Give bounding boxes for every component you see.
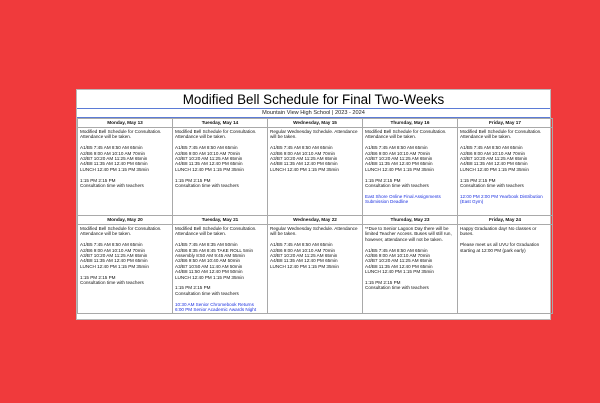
- school-subtitle: Mountain View High School | 2023 - 2024: [77, 108, 550, 118]
- period-line: Assembly 8:50 AM 9:45 AM 55min: [175, 253, 245, 259]
- event-line: East Shore Online Final Assignments Submission Deadline: [365, 193, 441, 205]
- consultation-label: Consultation time with teachers: [80, 183, 144, 189]
- period-line: A2/B6 9:00 AM 10:10 AM 70min: [460, 150, 526, 156]
- period-line: LUNCH 12:40 PM 1:15 PM 35min: [270, 263, 339, 269]
- period-line: A4/B8 11:35 AM 12:40 PM 65min: [80, 258, 148, 264]
- day-intro: Happy Graduation day! No classes or buses.: [460, 226, 537, 237]
- consultation-time: 1:15 PM 2:15 PM: [365, 280, 401, 286]
- day-intro: Modified Bell Schedule for Consultation. Attendance will be taken.: [80, 129, 162, 140]
- period-line: A4/B8 11:50 AM 12:40 PM 50min: [175, 269, 243, 275]
- day-cell: [78, 225, 173, 314]
- day-intro: Modified Bell Schedule for Consultation. Attendance will be taken.: [175, 129, 257, 140]
- period-line: A3/B7 10:20 AM 11:25 AM 65min: [270, 253, 338, 259]
- period-line: LUNCH 12:40 PM 1:15 PM 35min: [80, 263, 149, 269]
- period-line: A1/B5 7:45 AM 8:50 AM 65min: [80, 145, 143, 151]
- day-intro: Modified Bell Schedule for Consultation. Attendance will be taken.: [80, 226, 162, 237]
- day-cell: [363, 128, 458, 216]
- day-cell: [268, 128, 363, 216]
- period-line: A3/B7 10:20 AM 11:25 AM 65min: [175, 156, 243, 162]
- period-line: A4/B8 11:35 AM 12:40 PM 65min: [365, 161, 433, 167]
- period-line: A4/B8 11:35 AM 12:40 PM 65min: [270, 161, 338, 167]
- day-header: Friday, May 17: [458, 119, 553, 128]
- consultation-time: 1:15 PM 2:15 PM: [175, 177, 211, 183]
- day-intro: Modified Bell Schedule for Consultation. Attendance will be taken.: [365, 129, 447, 140]
- period-line: A3/B7 10:20 AM 11:25 AM 65min: [80, 253, 148, 259]
- schedule-table: [77, 118, 553, 314]
- period-line: A3/B7 10:20 AM 11:25 AM 65min: [270, 156, 338, 162]
- period-line: A4/B8 11:35 AM 12:40 PM 65min: [80, 161, 148, 167]
- period-line: A4/B8 11:35 AM 12:40 PM 65min: [365, 263, 433, 269]
- day-header: Wednesday, May 15: [268, 119, 363, 128]
- event-line: 12:00 PM 2:00 PM Yearbook Distribution (East Gym): [460, 193, 543, 205]
- period-line: A2/B6 9:00 AM 10:10 AM 70min: [175, 150, 241, 156]
- period-line: A3/B7 10:20 AM 11:25 AM 65min: [80, 156, 148, 162]
- consultation-time: 1:15 PM 2:15 PM: [80, 177, 116, 183]
- day-intro: Modified Bell Schedule for Consultation. Attendance will be taken.: [460, 129, 542, 140]
- period-line: LUNCH 12:40 PM 1:15 PM 35min: [270, 166, 339, 172]
- period-line: LUNCH 12:40 PM 1:15 PM 35min: [365, 269, 434, 275]
- period-line: A1/B5 7:45 AM 8:50 AM 65min: [365, 145, 428, 151]
- consultation-label: Consultation time with teachers: [365, 285, 429, 291]
- day-header: Monday, May 20: [78, 216, 173, 225]
- day-intro: Regular Wednesday Schedule. Attendance will be taken.: [270, 129, 358, 140]
- period-line: A2/B6 9:00 AM 10:10 AM 70min: [270, 247, 336, 253]
- week-body-row: [78, 225, 553, 314]
- day-cell: [363, 225, 458, 314]
- period-line: A1/B5 7:45 AM 8:50 AM 65min: [80, 242, 143, 248]
- day-header: Friday, May 24: [458, 216, 553, 225]
- day-header: Thursday, May 23: [363, 216, 458, 225]
- period-line: A2/B6 9:00 AM 10:10 AM 70min: [365, 253, 431, 259]
- week-body-row: [78, 128, 553, 216]
- day-cell: [458, 225, 553, 314]
- period-line: A2/B6 9:50 AM 10:40 AM 50min: [175, 258, 241, 264]
- day-cell: [173, 128, 268, 216]
- consultation-label: Consultation time with teachers: [460, 183, 524, 189]
- period-line: A3/B7 10:50 AM 11:40 AM 50min: [175, 263, 243, 269]
- consultation-label: Consultation time with teachers: [175, 183, 239, 189]
- schedule-document: [76, 89, 551, 320]
- period-line: A4/B8 11:35 AM 12:40 PM 65min: [270, 258, 338, 264]
- period-line: A1/B5 7:45 AM 8:50 AM 65min: [175, 145, 238, 151]
- consultation-label: Consultation time with teachers: [80, 280, 144, 286]
- week-header-row: [78, 119, 553, 128]
- day-header: Monday, May 13: [78, 119, 173, 128]
- period-line: A4/B8 11:35 AM 12:40 PM 65min: [460, 161, 528, 167]
- day-cell: [173, 225, 268, 314]
- week-header-row: [78, 216, 553, 225]
- period-line: LUNCH 12:40 PM 1:15 PM 35min: [365, 166, 434, 172]
- period-line: A3/B7 10:20 AM 11:25 AM 65min: [365, 258, 433, 264]
- period-line: A1/B5 7:45 AM 8:50 AM 65min: [365, 247, 428, 253]
- consultation-time: 1:15 PM 2:15 PM: [175, 285, 211, 291]
- period-line: A3/B7 10:20 AM 11:25 AM 65min: [460, 156, 528, 162]
- page-title: Modified Bell Schedule for Final Two-Weeks: [182, 92, 445, 107]
- day-header: Thursday, May 16: [363, 119, 458, 128]
- period-line: LUNCH 12:40 PM 1:15 PM 35min: [80, 166, 149, 172]
- day-cell: [268, 225, 363, 314]
- day-header: Tuesday, May 14: [173, 119, 268, 128]
- period-line: A4/B8 11:35 AM 12:40 PM 65min: [175, 161, 243, 167]
- day-header: Wednesday, May 22: [268, 216, 363, 225]
- period-line: A1/B5 7:45 AM 8:50 AM 65min: [270, 145, 333, 151]
- day-note: Please meet us all UVU for Graduation starting at 12:00 PM (park early): [460, 242, 540, 253]
- event-line: 10:30 AM Senior Chromebook Returns: [175, 301, 254, 307]
- period-line: A2/B6 9:00 AM 10:10 AM 70min: [270, 150, 336, 156]
- consultation-time: 1:15 PM 2:15 PM: [365, 177, 401, 183]
- consultation-time: 1:15 PM 2:15 PM: [80, 274, 116, 280]
- consultation-label: Consultation time with teachers: [365, 183, 429, 189]
- day-intro: Modified Bell Schedule for Consultation. Attendance will be taken.: [175, 226, 257, 237]
- period-line: A2/B6 9:00 AM 10:10 AM 70min: [365, 150, 431, 156]
- period-line: LUNCH 12:40 PM 1:15 PM 35min: [175, 166, 244, 172]
- period-line: A1/B5 7:45 AM 8:35 AM 50min: [175, 242, 238, 248]
- period-line: LUNCH 12:40 PM 1:15 PM 35min: [175, 274, 244, 280]
- period-line: A2/B6 9:00 AM 10:10 AM 70min: [80, 247, 146, 253]
- consultation-time: 1:15 PM 2:15 PM: [460, 177, 496, 183]
- day-header: Tuesday, May 21: [173, 216, 268, 225]
- period-line: A2/B6 8:35 AM 8:45 TAKE ROLL 5min: [175, 247, 254, 253]
- day-cell: [78, 128, 173, 216]
- day-intro: **Due to Senior Lagoon Day there will be limited Teacher Access. Buses will still run, however, attendance will not be taken.: [365, 226, 452, 242]
- event-line: 6:00 PM Senior Academic Awards Night: [175, 307, 257, 313]
- day-intro: Regular Wednesday Schedule. Attendance will be taken.: [270, 226, 358, 237]
- period-line: LUNCH 12:40 PM 1:15 PM 35min: [460, 166, 529, 172]
- day-cell: [458, 128, 553, 216]
- consultation-label: Consultation time with teachers: [175, 290, 239, 296]
- period-line: A3/B7 10:20 AM 11:25 AM 65min: [365, 156, 433, 162]
- period-line: A1/B5 7:45 AM 8:50 AM 65min: [270, 242, 333, 248]
- period-line: A1/B5 7:45 AM 8:50 AM 65min: [460, 145, 523, 151]
- period-line: A2/B6 9:00 AM 10:10 AM 70min: [80, 150, 146, 156]
